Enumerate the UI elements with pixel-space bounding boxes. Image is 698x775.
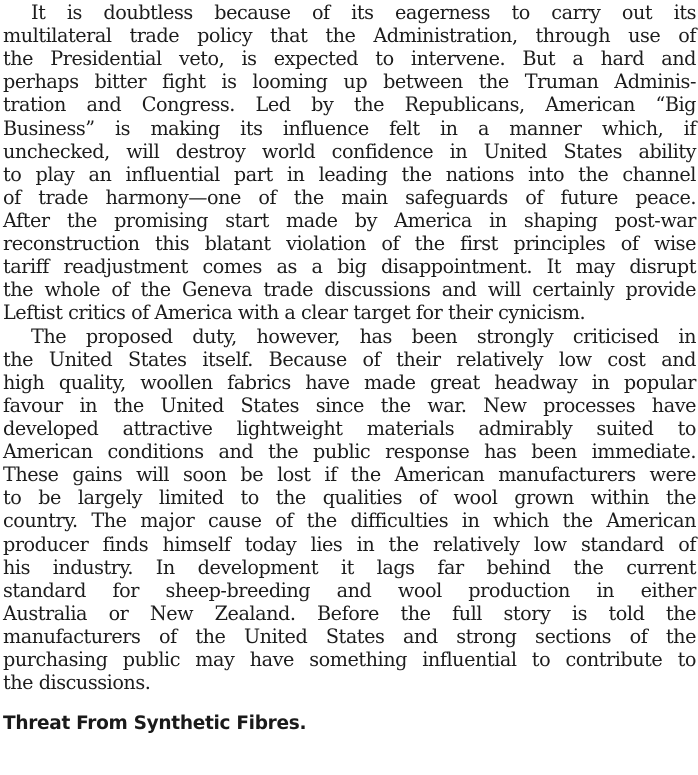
text-line: After the promising start made by America in shaping post-war [3, 208, 696, 232]
text-line: These gains will soon be lost if the American manufacturers were [3, 463, 696, 487]
text-line: Business” is making its influence felt in a manner which, if [3, 116, 696, 140]
text-line: developed attractive lightweight materials admirably suited to [3, 416, 696, 440]
text-line: tariff readjustment comes as a big disappointment. It may disrupt [3, 255, 696, 279]
text-line: to be largely limited to the qualities of wool grown within the [3, 486, 696, 510]
text-line: producer finds himself today lies in the relatively low standard of [3, 532, 696, 556]
text-line: standard for sheep-breeding and wool production in either [3, 578, 696, 602]
text-line: multilateral trade policy that the Administration, through use of [3, 24, 696, 48]
text-line: The proposed duty, however, has been strongly criticised in [31, 324, 696, 348]
text-line: favour in the United States since the war. New processes have [3, 393, 696, 417]
text-line: his industry. In development it lags far behind the current [3, 555, 696, 579]
paragraph-1 [3, 1, 696, 325]
text-line: tration and Congress. Led by the Republicans, American “Big [3, 93, 696, 117]
text-line: high quality, woollen fabrics have made great headway in popular [3, 370, 696, 394]
text-line: Leftist critics of America with a clear target for their cynicism. [3, 301, 586, 325]
text-line: to play an influential part in leading the nations into the channel [3, 162, 696, 186]
text-line: Australia or New Zealand. Before the full story is told the [3, 601, 696, 625]
text-line: purchasing public may have something influential to contribute to [3, 648, 696, 672]
text-line: unchecked, will destroy world confidence in United States ability [3, 139, 696, 163]
text-line: American conditions and the public response has been immediate. [3, 440, 696, 464]
paragraph-2 [3, 325, 696, 695]
text-line: the whole of the Geneva trade discussions and will certainly provide [3, 278, 696, 302]
text-line: reconstruction this blatant violation of the first principles of wise [3, 232, 696, 256]
text-line: manufacturers of the United States and strong sections of the [3, 624, 696, 648]
section-heading: Threat From Synthetic Fibres. [3, 713, 307, 735]
text-line: It is doubtless because of its eagerness to carry out its [31, 1, 696, 24]
text-line: the United States itself. Because of their relatively low cost and [3, 347, 696, 371]
text-line: the discussions. [3, 671, 151, 695]
text-line: the Presidential veto, is expected to intervene. But a hard and [3, 47, 696, 71]
text-line: perhaps bitter fight is looming up between the Truman Adminis- [3, 70, 696, 94]
text-line: country. The major cause of the difficulties in which the American [3, 509, 696, 533]
text-line: of trade harmony—one of the main safeguards of future peace. [3, 185, 696, 209]
newspaper-clipping [3, 1, 696, 736]
